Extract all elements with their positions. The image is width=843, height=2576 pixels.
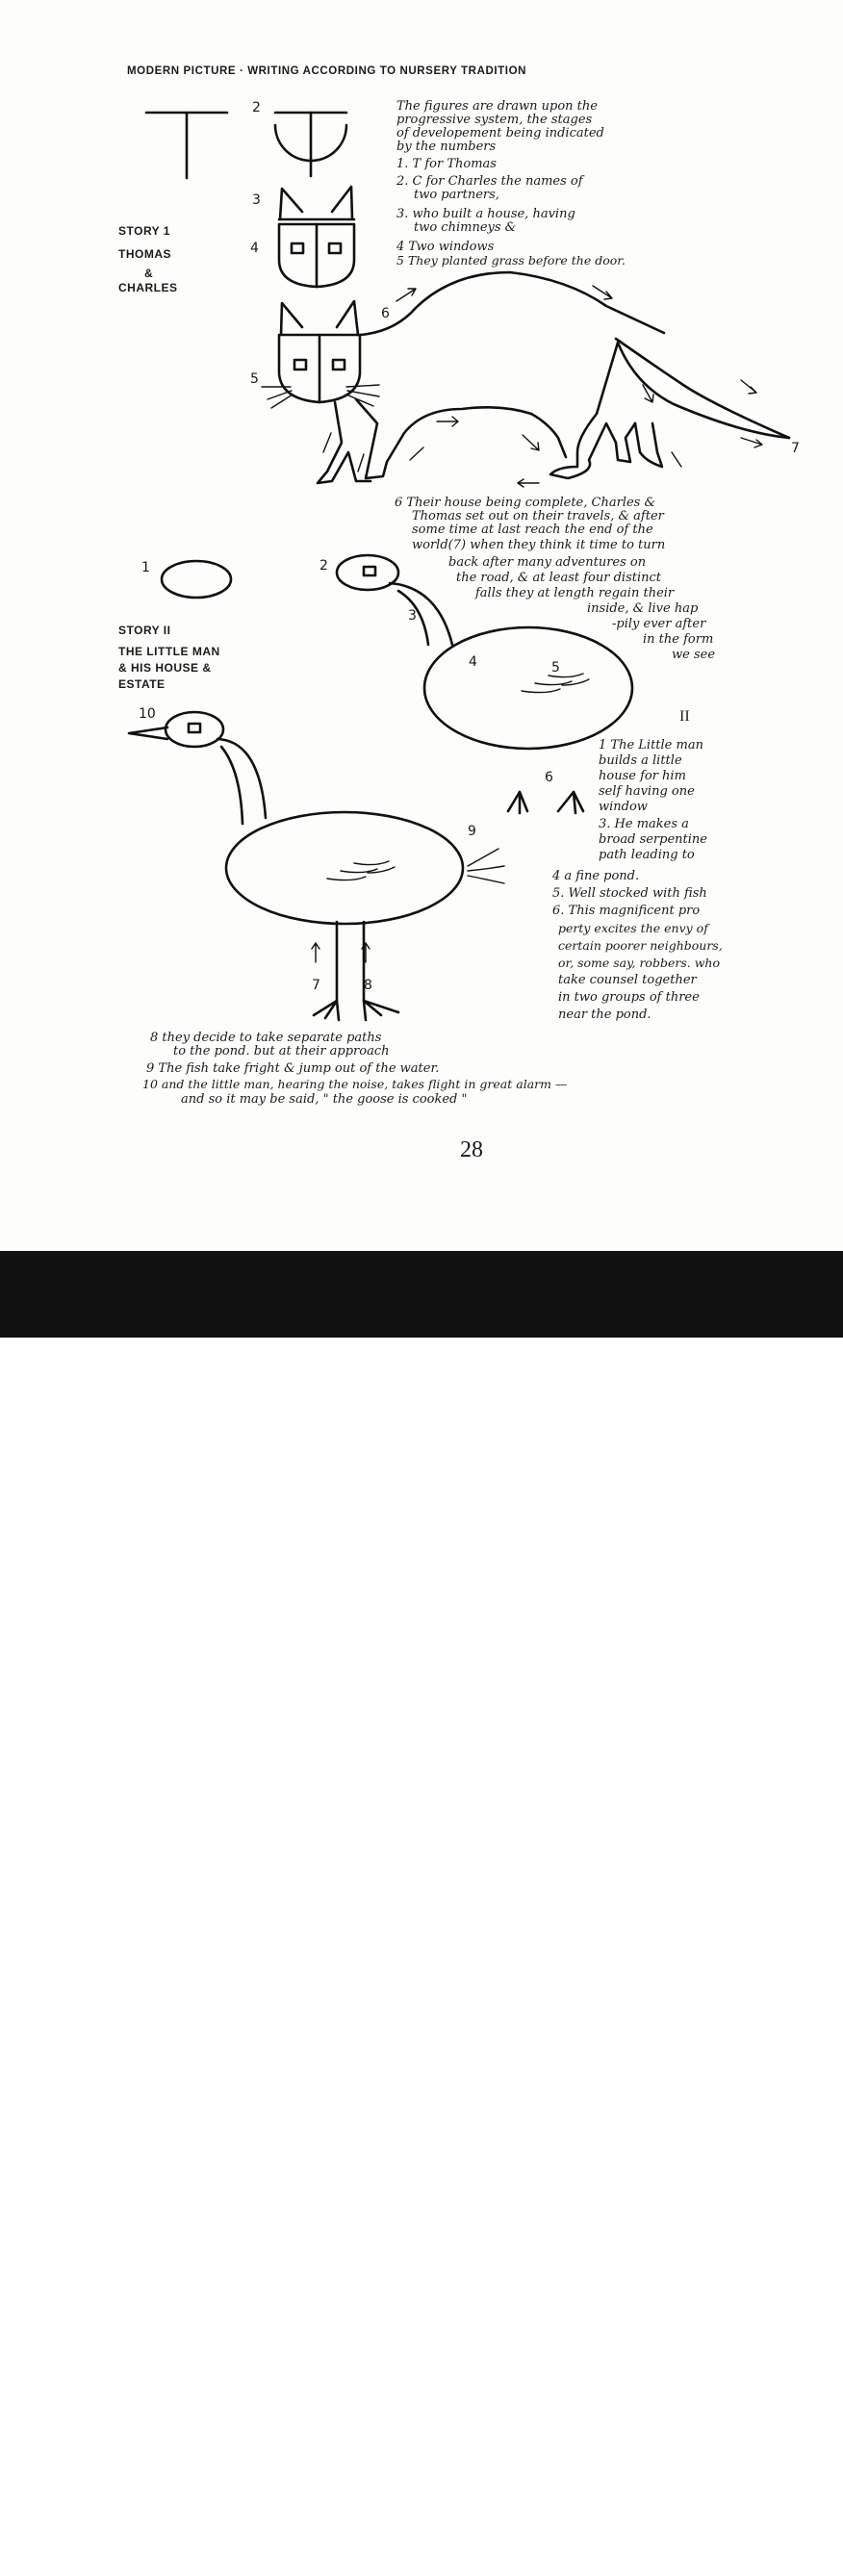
page-number: 28 [460, 1137, 483, 1162]
story2-side-text: window [599, 800, 648, 814]
figure-number: 2 [319, 558, 328, 574]
story1-text: 4 Two windows [396, 240, 495, 254]
story2-subtitle-line3: ESTATE [118, 677, 166, 691]
story1-subtitle-line2: & [144, 267, 154, 280]
story1-text: 2. C for Charles the names of [396, 174, 583, 189]
figure-number: 6 [545, 770, 553, 785]
story2-bottom-text: 10 and the little man, hearing the noise, takes flight in great alarm — [142, 1077, 568, 1091]
story2-bottom-text: to the pond. but at their approach [173, 1044, 390, 1058]
story2-bottom-text: 8 they decide to take separate paths [150, 1031, 382, 1045]
figure-number: 3 [252, 192, 261, 208]
story1-text: some time at last reach the end of the [412, 523, 653, 537]
stock-watermark-bar [0, 1251, 843, 2576]
story1-text: inside, & live hap [587, 601, 699, 616]
robber-marks [508, 792, 583, 813]
story2-side-text: path leading to [599, 848, 695, 862]
story2-side-text: broad serpentine [599, 832, 707, 847]
goose-final-drawing [129, 712, 463, 1020]
stage-2-drawing [275, 113, 346, 176]
story2-side-text: or, some say, robbers. who [558, 956, 720, 970]
story1-subtitle-line3: CHARLES [118, 281, 178, 294]
story2-side-text: self having one [599, 784, 695, 799]
page-header: MODERN PICTURE · WRITING ACCORDING TO NURSERY TRADITION [127, 65, 527, 77]
figure-number: 2 [252, 100, 261, 115]
story1-text: progressive system, the stages [396, 113, 593, 127]
figure-number: 4 [250, 241, 259, 256]
figure-number: 6 [381, 306, 390, 321]
story1-text: back after many adventures on [448, 555, 647, 570]
story1-text: world(7) when they think it time to turn [412, 538, 666, 552]
story1-text: two chimneys & [414, 220, 517, 235]
story1-text: The figures are drawn upon the [396, 99, 598, 114]
story2-side-text: near the pond. [558, 1007, 651, 1022]
cat-body-drawing [318, 272, 789, 483]
story1-subtitle-line1: THOMAS [118, 247, 171, 261]
story2-side-text: 5. Well stocked with fish [552, 886, 707, 901]
stock-code: H99X08 [729, 2523, 806, 2547]
figure-number: 7 [791, 441, 800, 456]
story1-text: 5 They planted grass before the door. [396, 253, 626, 268]
figure-number: 7 [312, 978, 320, 993]
story2-side-text: house for him [599, 769, 686, 783]
story1-text: -pily ever after [612, 617, 706, 631]
figure-number: 10 [139, 706, 156, 722]
figure-number: 3 [408, 608, 417, 624]
story2-subtitle-line1: THE LITTLE MAN [118, 645, 220, 658]
story1-text: Thomas set out on their travels, & after [412, 509, 664, 523]
fish-marks-lower [312, 849, 504, 962]
story2-bottom-text: 9 The fish take fright & jump out of the water. [146, 1061, 440, 1076]
story2-bottom-text: and so it may be said, " the goose is cooked " [181, 1092, 468, 1107]
roman-numeral: II [679, 708, 690, 725]
alamy-logo: alamy [21, 2512, 132, 2557]
story2-side-text: perty excites the envy of [558, 921, 708, 935]
story1-title: STORY 1 [118, 224, 170, 238]
story2-side-text: 3. He makes a [599, 817, 689, 831]
story2-side-text: take counsel together [558, 973, 697, 987]
story1-text: 6 Their house being complete, Charles & [395, 496, 656, 510]
fish-marks-upper [522, 674, 589, 693]
story1-text: 3. who built a house, having [396, 207, 575, 221]
stock-image-id: Image ID: H99X08 [21, 2562, 124, 2576]
stage-4-drawing [279, 224, 354, 287]
figure-number: 9 [468, 824, 476, 839]
story2-side-text: builds a little [599, 753, 682, 768]
window-ellipse [162, 561, 231, 598]
story2-subtitle-line2: & HIS HOUSE & [118, 661, 212, 675]
story2-side-text: 1 The Little man [599, 738, 703, 752]
story1-text: of developement being indicated [396, 126, 604, 140]
story1-text: in the form [643, 632, 714, 647]
letter-t-drawing [146, 113, 227, 178]
stage-3-drawing [279, 187, 354, 219]
story1-text: we see [672, 648, 716, 662]
stock-url: www.alamy.com [676, 2562, 765, 2576]
story2-side-text: 4 a fine pond. [552, 869, 640, 883]
figure-number: 4 [469, 654, 477, 670]
figure-number: 5 [551, 660, 560, 676]
story1-text: falls they at length regain their [475, 586, 675, 600]
story1-text: by the numbers [396, 140, 497, 154]
story2-side-text: 6. This magnificent pro [552, 904, 701, 918]
book-page [0, 0, 843, 1251]
story1-text: 1. T for Thomas [396, 157, 497, 171]
story2-side-text: in two groups of three [558, 990, 700, 1005]
story1-text: two partners, [414, 188, 499, 202]
figure-number: 1 [141, 560, 150, 575]
story2-title: STORY II [118, 624, 171, 637]
figure-number: 8 [364, 978, 372, 993]
story2-side-text: certain poorer neighbours, [558, 938, 723, 953]
figure-number: 5 [250, 371, 259, 387]
story1-text: the road, & at least four distinct [456, 571, 662, 585]
